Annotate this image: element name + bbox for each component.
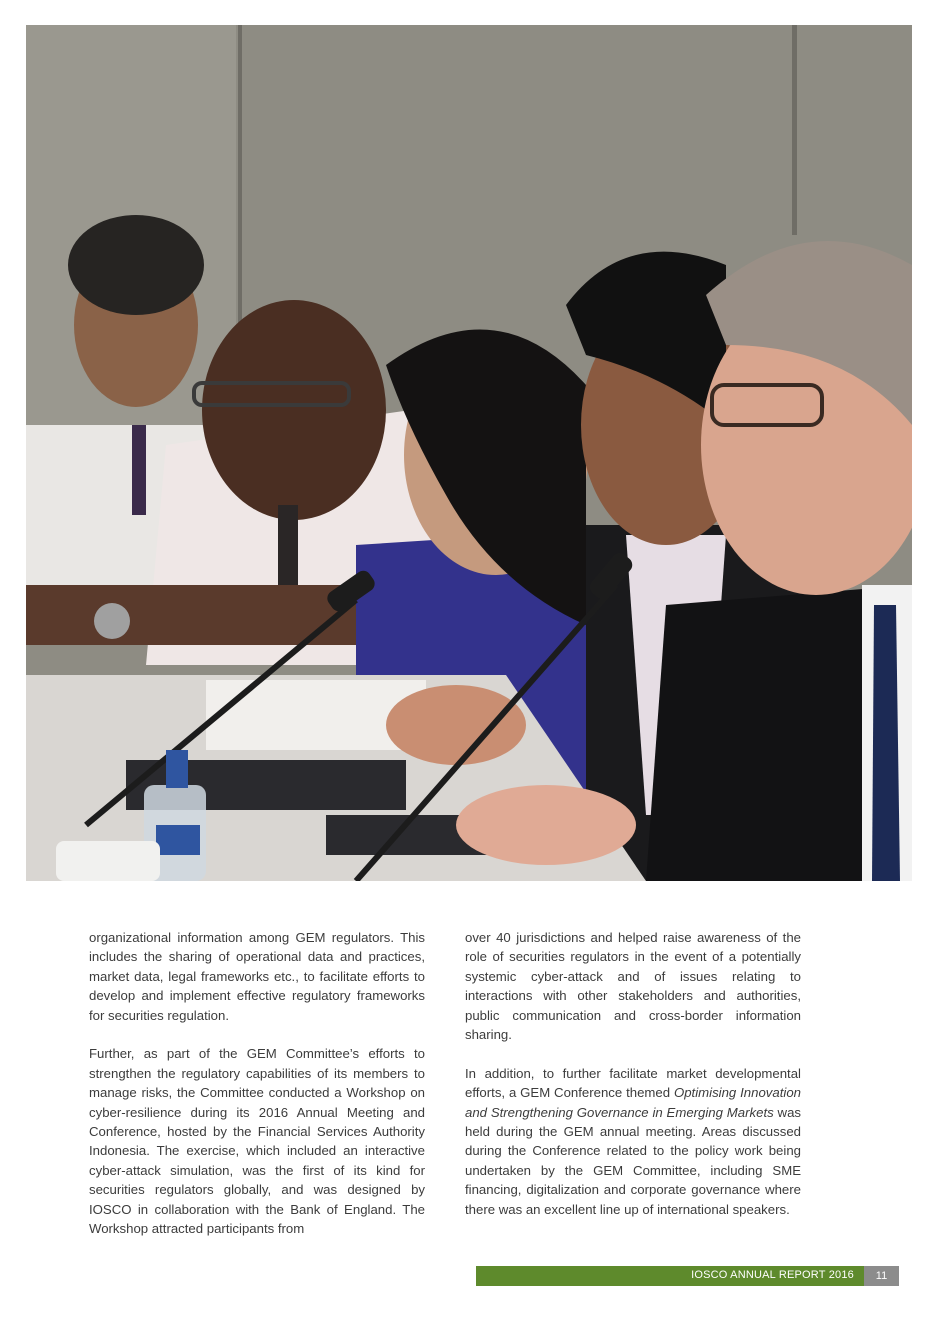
- text-column-right: [465, 928, 801, 1238]
- conference-theme: Optimising Innovation and Strengthening Governance in Emerging Markets: [465, 1085, 801, 1120]
- text-column-left: [89, 928, 425, 1258]
- paragraph: organizational information among GEM regulators. This includes the sharing of operational data and practices, market data, legal frameworks etc., to facilitate efforts to develop and implement effective regulatory frameworks for securities regulation.: [89, 930, 425, 1023]
- paragraph-text: In addition, to further facilitate market developmental efforts, a GEM Conference themed: [465, 1065, 801, 1101]
- paragraph: [465, 1064, 801, 1219]
- footer-bar: [476, 1266, 864, 1286]
- meeting-photo-illustration: [26, 25, 912, 881]
- paragraph-text: was held during the GEM annual meeting. Areas discussed during the Conference related to the policy work being undertaken by the GEM Committee, including SME financing, digitalization and corporate governance where there was an excellent line up of international speakers.: [465, 1104, 801, 1217]
- report-title: IOSCO ANNUAL REPORT 2016: [691, 1269, 854, 1281]
- page-number: 11: [864, 1266, 899, 1286]
- meeting-photo: [26, 25, 912, 881]
- paragraph: over 40 jurisdictions and helped raise awareness of the role of securities regulators in the event of a potentially systemic cyber-attack and of issues relating to interactions with other stakeholders and authorities, public communication and cross-border information sharing.: [465, 930, 801, 1043]
- paragraph: Further, as part of the GEM Committee’s efforts to strengthen the regulatory capabilities of its members to manage risks, the Committee conducted a Workshop on cyber-resilience during its 2016 Annual Meeting and Conference, hosted by the Financial Services Authority Indonesia. The exercise, which included an interactive cyber-attack simulation, was the first of its kind for securities regulators globally, and was designed by IOSCO in collaboration with the Bank of England. The Workshop attracted participants from: [89, 1046, 425, 1237]
